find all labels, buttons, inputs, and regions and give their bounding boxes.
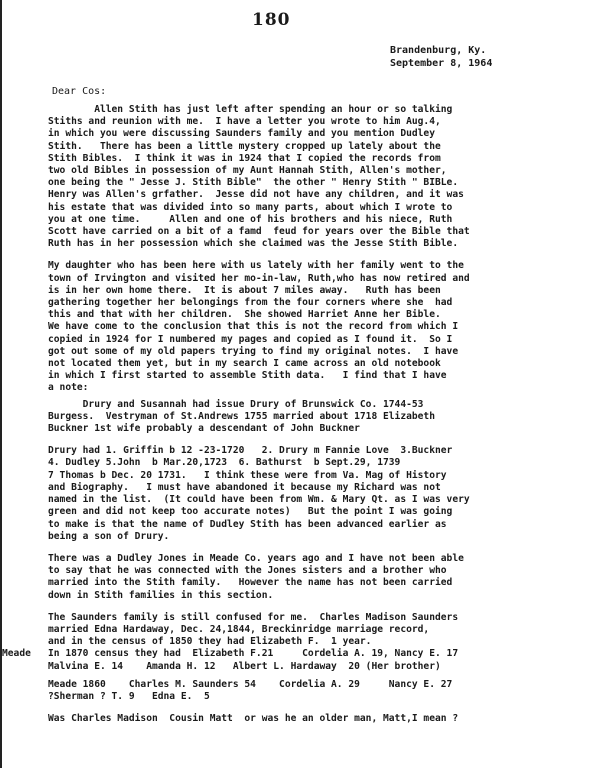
text-line: Henry was Allen's grfather. Jesse did not have any children, and it was [48,189,464,201]
text-line: and in the census of 1850 they had Elizabeth F. 1 year. [48,636,372,648]
dateline [390,44,492,70]
text-line: Scott have carried on a bit of a famd feud for years over the Bible that [48,226,470,238]
paragraph [48,260,604,394]
paragraph [48,713,604,725]
text-line: The Saunders family is still confused for me. Charles Madison Saunders [48,611,459,623]
text-line: copied in 1924 for I numbered my pages and copied as I found it. So I [48,333,453,345]
text-line: ?Sherman ? T. 9 Edna E. 5 [48,690,210,702]
text-line: a note: [48,382,89,394]
text-line: married Edna Hardaway, Dec. 24,1844, Breckinridge marriage record, [48,623,430,635]
text-line: down in Stith families in this section. [48,589,274,601]
paragraph [48,679,604,703]
text-line: Was Charles Madison Cousin Matt or was he an older man, Matt,I mean ? [48,713,459,725]
text-line: married into the Stith family. However the name has not been carried [48,577,453,589]
text-line: gathering together her belongings from the four corners where she had [48,297,453,309]
margin-note: Meade [2,648,31,660]
paragraph [48,399,604,436]
text-line: We have come to the conclusion that this is not the record from which I [48,321,459,333]
text-line: his estate that was divided into so many parts, about which I wrote to [48,201,453,213]
text-line: being a son of Drury. [48,530,170,542]
text-line: My daughter who has been here with us lately with her family went to the [48,260,464,272]
text-line: named in the list. (It could have been from Wm. & Mary Qt. as I was very [48,494,470,506]
text-line: two old Bibles in possession of my Aunt Hannah Stith, Allen's mother, [48,165,447,177]
text-line: in which you were discussing Saunders family and you mention Dudley [48,128,435,140]
text-line: green and did not keep too accurate notes) But the point I was going [48,506,453,518]
text-line: Drury and Susannah had issue Drury of Brunswick Co. 1744-53 [48,398,424,410]
letter-body [2,104,604,735]
text-line: and Biography. I must have abandoned it because my Richard was not [48,481,441,493]
paragraph [2,611,604,673]
text-line: Ruth has in her possession which she claimed was the Jesse Stith Bible. [48,238,459,250]
page-number: 180 [252,10,291,30]
text-line: not located them yet, but in my search I came across an old notebook [48,358,441,370]
text-line: 4. Dudley 5.John b Mar.20,1723 6. Bathurst b Sept.29, 1739 [48,457,401,469]
text-line: you at one time. Allen and one of his brothers and his niece, Ruth [48,213,453,225]
salutation: Dear Cos: [52,86,107,97]
text-line: Stith. There has been a little mystery cropped up lately about the [48,140,441,152]
text-line: one being the " Jesse J. Stith Bible" the other " Henry Stith " BIBLe. [48,177,459,189]
text-line: this and that with her children. She showed Harriet Anne her Bible. [48,309,441,321]
paragraph [48,445,604,543]
text-line: to say that he was connected with the Jones sisters and a brother who [48,565,447,577]
text-line: to make is that the name of Dudley Stith has been advanced earlier as [48,518,447,530]
text-line: Drury had 1. Griffin b 12 -23-1720 2. Drury m Fannie Love 3.Buckner [48,445,453,457]
text-line: Buckner 1st wife probably a descendant of John Buckner [48,423,360,435]
dateline-place: Brandenburg, Ky. [390,45,487,56]
text-line: There was a Dudley Jones in Meade Co. years ago and I have not been able [48,552,464,564]
text-line: Malvina E. 14 Amanda H. 12 Albert L. Hardaway 20 (Her brother) [48,660,441,672]
text-line: Stiths and reunion with me. I have a letter you wrote to him Aug.4, [48,116,441,128]
text-line: Burgess. Vestryman of St.Andrews 1755 married about 1718 Elizabeth [48,410,435,422]
text-line: Allen Stith has just left after spending an hour or so talking [48,104,453,115]
text-line: Stith Bibles. I think it was in 1924 that I copied the records from [48,152,441,164]
paragraph [48,104,604,250]
paragraph [48,553,604,602]
text-line: in which I first started to assemble Stith data. I find that I have [48,370,447,382]
text-line: got out some of my old papers trying to find my original notes. I have [48,345,459,357]
text-line: town of Irvington and visited her mo-in-law, Ruth,who has now retired and [48,272,470,284]
text-line: In 1870 census they had Elizabeth F.21 Cordelia A. 19, Nancy E. 17 Meade [2,648,459,660]
text-line: Meade 1860 Charles M. Saunders 54 Cordelia A. 29 Nancy E. 27 [48,678,453,690]
text-line: is in her own home there. It is about 7 miles away. Ruth has been [48,284,441,296]
dateline-date: September 8, 1964 [390,58,493,69]
text-line: 7 Thomas b Dec. 20 1731. I think these were from Va. Mag of History [48,469,447,481]
